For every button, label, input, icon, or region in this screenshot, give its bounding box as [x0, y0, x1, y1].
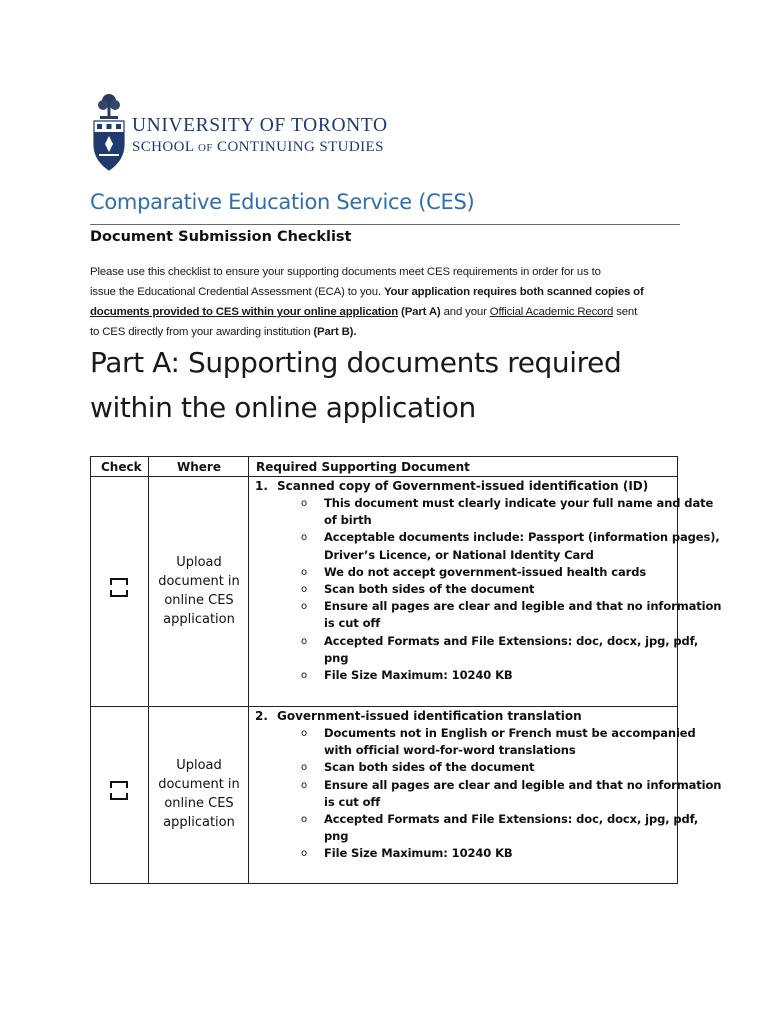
logo-school-name: SCHOOL OF CONTINUING STUDIES: [132, 139, 384, 155]
university-logo: [88, 92, 428, 174]
page-title: Comparative Education Service (CES): [90, 190, 475, 214]
header-where: Where: [177, 460, 221, 474]
requirement-cell: [251, 478, 722, 684]
where-cell: Upload document in online CES application: [158, 555, 240, 627]
list-item: o File Size Maximum: 10240 KB: [301, 668, 513, 683]
requirement-cell: [251, 708, 722, 863]
requirement-title: 2. Government-issued identification translation: [255, 709, 582, 723]
list-item: o Documents not in English or French must be accompanied with official word-for-word translations: [301, 726, 696, 758]
where-cell: Upload document in online CES application: [158, 758, 240, 830]
intro-paragraph: Please use this checklist to ensure your supporting documents meet CES requirements in order for us to issue the Educational Credential Assessment (ECA) to you. Your application requires both scanned copies of documents provided to CES within your online application (Part A) and your Official Academic Record sent to CES directly from your awarding institution (Part B).: [90, 266, 644, 338]
list-item: o We do not accept government-issued health cards: [301, 564, 647, 579]
requirement-title: 1. Scanned copy of Government-issued identification (ID): [255, 479, 649, 493]
requirement-bullets: [251, 495, 722, 684]
list-item: o Scan both sides of the document: [301, 760, 535, 775]
list-item: o File Size Maximum: 10240 KB: [301, 846, 513, 861]
list-item: o Accepted Formats and File Extensions: doc, docx, jpg, pdf, png: [301, 633, 699, 665]
title-divider: [90, 224, 680, 225]
requirement-bullets: [251, 725, 722, 863]
requirements-table: [90, 456, 722, 884]
list-item: o Accepted Formats and File Extensions: doc, docx, jpg, pdf, png: [301, 812, 699, 844]
part-a-heading: Part A: Supporting documents required within the online application: [90, 346, 622, 424]
logo-university-name: UNIVERSITY OF TORONTO: [132, 115, 388, 136]
list-item: o Ensure all pages are clear and legible and that no information is cut off: [301, 777, 722, 809]
row-divider: [91, 706, 677, 707]
checkbox-id-translation[interactable]: [110, 781, 128, 800]
header-check: Check: [101, 460, 142, 474]
list-item: o Acceptable documents include: Passport (information pages), Driver’s Licence, or National Identity Card: [301, 530, 720, 562]
list-item: o Ensure all pages are clear and legible and that no information is cut off: [301, 599, 722, 631]
checkbox-id-copy[interactable]: [110, 578, 128, 597]
list-item: o Scan both sides of the document: [301, 582, 535, 597]
list-item: o This document must clearly indicate your full name and date of birth: [301, 496, 714, 528]
page-subtitle: Document Submission Checklist: [90, 229, 352, 245]
university-crest-icon: [91, 92, 127, 174]
header-required-document: Required Supporting Document: [256, 460, 470, 474]
